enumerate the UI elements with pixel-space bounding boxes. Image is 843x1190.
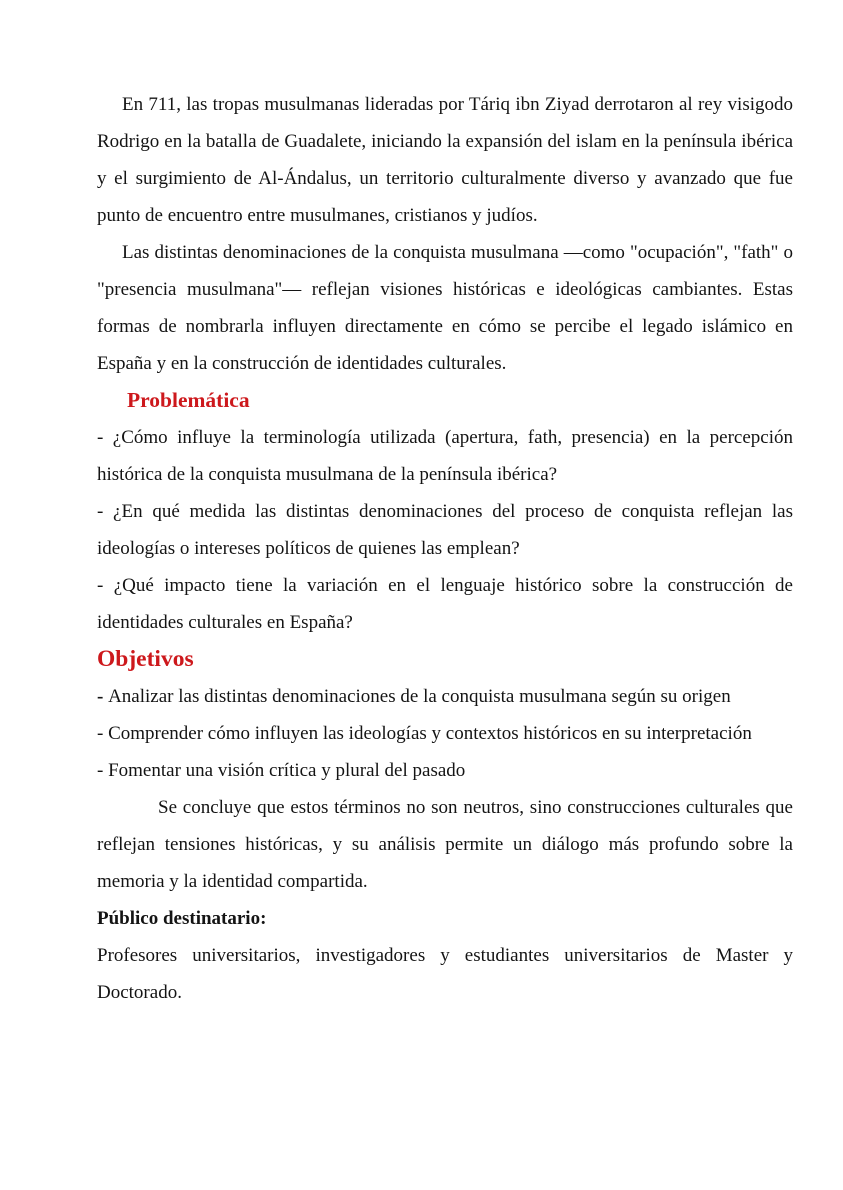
- objetivos-heading: Objetivos: [97, 646, 194, 672]
- objetivo-item-3: [97, 752, 793, 789]
- conclusion-paragraph: Se concluye que estos términos no son neutros, sino construcciones culturales que reflejan tensiones históricas, y su análisis permite un diálogo más profundo sobre la memoria y la identidad compartida.: [97, 797, 793, 892]
- objetivo-2-dash: -: [97, 723, 104, 744]
- objetivo-3-text: Fomentar una visión crítica y plural del pasado: [108, 760, 466, 781]
- publico-destinatario-heading: Público destinatario:: [97, 908, 267, 929]
- problematica-question-2: - ¿En qué medida las distintas denominaciones del proceso de conquista reflejan las ideologías o intereses políticos de quienes las emplean?: [97, 501, 793, 559]
- objetivo-1-dash: -: [97, 686, 104, 707]
- problematica-question-3: - ¿Qué impacto tiene la variación en el lenguaje histórico sobre la construcción de identidades culturales en España?: [97, 575, 793, 633]
- problematica-heading: Problemática: [127, 388, 250, 412]
- objetivo-item-1: [97, 678, 793, 715]
- objetivo-item-2: [97, 715, 793, 752]
- intro-paragraph: En 711, las tropas musulmanas lideradas por Táriq ibn Ziyad derrotaron al rey visigodo Rodrigo en la batalla de Guadalete, iniciando la expansión del islam en la península ibérica y el surgimiento de Al-Ándalus, un territorio culturalmente diverso y avanzado que fue punto de encuentro entre musulmanes, cristianos y judíos.: [97, 94, 793, 226]
- denominations-paragraph: Las distintas denominaciones de la conquista musulmana —como "ocupación", "fath" o "presencia musulmana"— reflejan visiones históricas e ideológicas cambiantes. Estas formas de nombrarla influyen directamente en cómo se percibe el legado islámico en España y en la construcción de identidades culturales.: [97, 242, 793, 374]
- publico-destinatario-text: Profesores universitarios, investigadores y estudiantes universitarios de Master y Doctorado.: [97, 945, 793, 1003]
- objetivo-2-text: Comprender cómo influyen las ideologías y contextos históricos en su interpretación: [108, 723, 752, 744]
- objetivo-3-dash: -: [97, 760, 104, 781]
- problematica-question-1: - ¿Cómo influye la terminología utilizada (apertura, fath, presencia) en la percepción histórica de la conquista musulmana de la península ibérica?: [97, 427, 793, 485]
- objetivo-1-text: Analizar las distintas denominaciones de la conquista musulmana según su origen: [108, 686, 731, 707]
